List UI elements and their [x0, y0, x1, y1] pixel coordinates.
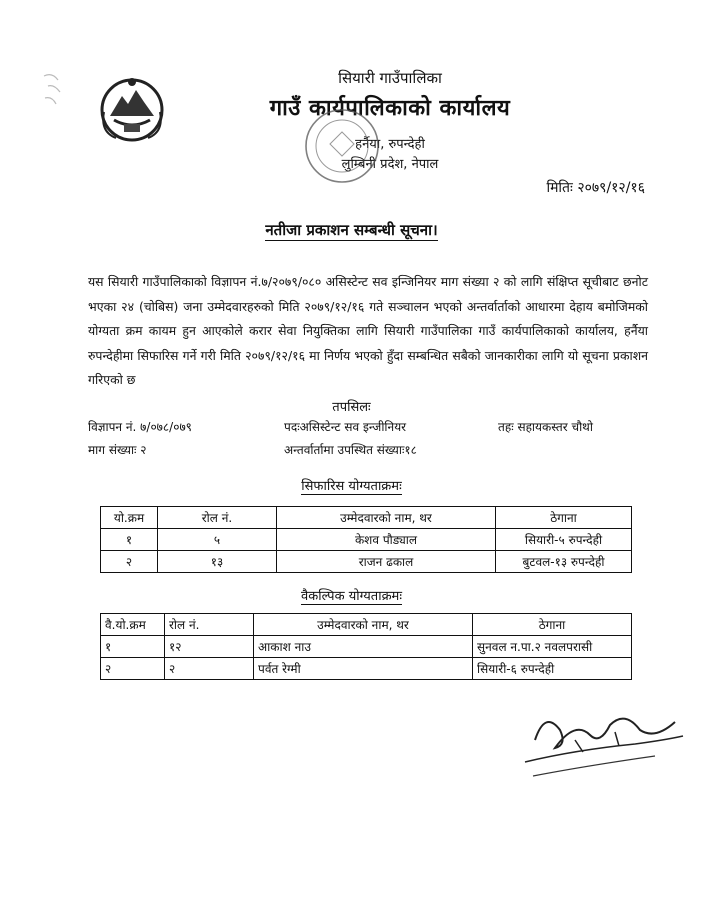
table-cell: १३ [158, 551, 277, 573]
scan-mark [40, 70, 70, 110]
table-row [101, 551, 632, 573]
alternate-heading: वैकल्पिक योग्यताक्रमः [301, 589, 402, 604]
office-stamp-icon [300, 104, 384, 188]
table-cell: १ [101, 636, 165, 658]
column-header: वै.यो.क्रम [101, 614, 165, 636]
post-level: तहः सहायकस्तर चौथो [498, 420, 593, 434]
notice-title: नतीजा प्रकाशन सम्बन्धी सूचना। [265, 221, 438, 239]
details-heading: तपसिलः [332, 400, 371, 415]
municipality-name: सियारी गाउँपालिका [338, 69, 442, 87]
column-header: उम्मेदवारको नाम, थर [254, 614, 473, 636]
table-cell: राजन ढकाल [277, 551, 496, 573]
signature-image [515, 700, 685, 790]
table-header-row [101, 614, 632, 636]
notice-date: मितिः २०७९/१२/१६ [546, 180, 645, 196]
table-row [101, 658, 632, 680]
table-cell: १ [101, 529, 158, 551]
recommended-heading: सिफारिस योग्यताक्रमः [301, 479, 402, 494]
office-location: हर्नैया, रुपन्देही [355, 137, 425, 152]
table-cell: १२ [165, 636, 254, 658]
recommended-table [100, 506, 632, 573]
column-header: ठेगाना [473, 614, 632, 636]
table-cell: सियारी-५ रुपन्देही [496, 529, 632, 551]
table-cell: २ [101, 658, 165, 680]
notice-body: यस सियारी गाउँपालिकाको विज्ञापन नं.७/२०७९/०८० असिस्टेन्ट सव इन्जिनियर माग संख्या २ को लागि संक्षिप्त सूचीबाट छनोट भएका २४ (चोबिस) जना उम्मेदवारहरुको मिति २०७९/१२/१६ गते सञ्चालन भएको अन्तर्वार्ताको आधारमा देहाय बमोजिमको योग्यता क्रम कायम हुन आएकोले करार सेवा नियुक्तिका लागि सियारी गाउँपालिका गाउँ कार्यपालिकाको कार्यालय, हर्नैया रुपन्देहीमा सिफारिस गर्ने गरी मिति २०७९/१२/१६ मा निर्णय भएको हुँदा सम्बन्धित सबैको जानकारीका लागि यो सूचना प्रकाशन गरिएको छ [88, 274, 648, 387]
table-row [101, 529, 632, 551]
table-cell: पर्वत रेग्मी [254, 658, 473, 680]
demand-number: माग संख्याः २ [88, 443, 147, 457]
advertisement-number: विज्ञापन नं. ७/०७८/०७९ [88, 420, 192, 434]
column-header: यो.क्रम [101, 507, 158, 529]
alternate-table [100, 613, 632, 680]
table-cell: बुटवल-१३ रुपन्देही [496, 551, 632, 573]
office-name: गाउँ कार्यपालिकाको कार्यालय [269, 96, 511, 121]
post-name: पदःअसिस्टेन्ट सव इन्जीनियर [284, 420, 407, 434]
table-cell: आकाश नाउ [254, 636, 473, 658]
table-cell: २ [101, 551, 158, 573]
table-cell: सियारी-६ रुपन्देही [473, 658, 632, 680]
nepal-emblem-icon [96, 72, 168, 144]
table-row [101, 636, 632, 658]
column-header: ठेगाना [496, 507, 632, 529]
table-cell: २ [165, 658, 254, 680]
province-country: लुम्बिनी प्रदेश, नेपाल [341, 157, 439, 172]
column-header: रोल नं. [165, 614, 254, 636]
table-cell: केशव पौड्याल [277, 529, 496, 551]
table-cell: सुनवल न.पा.२ नवलपरासी [473, 636, 632, 658]
table-header-row [101, 507, 632, 529]
column-header: रोल नं. [158, 507, 277, 529]
table-cell: ५ [158, 529, 277, 551]
column-header: उम्मेदवारको नाम, थर [277, 507, 496, 529]
present-count: अन्तर्वार्तामा उपस्थित संख्याः१८ [284, 443, 417, 457]
